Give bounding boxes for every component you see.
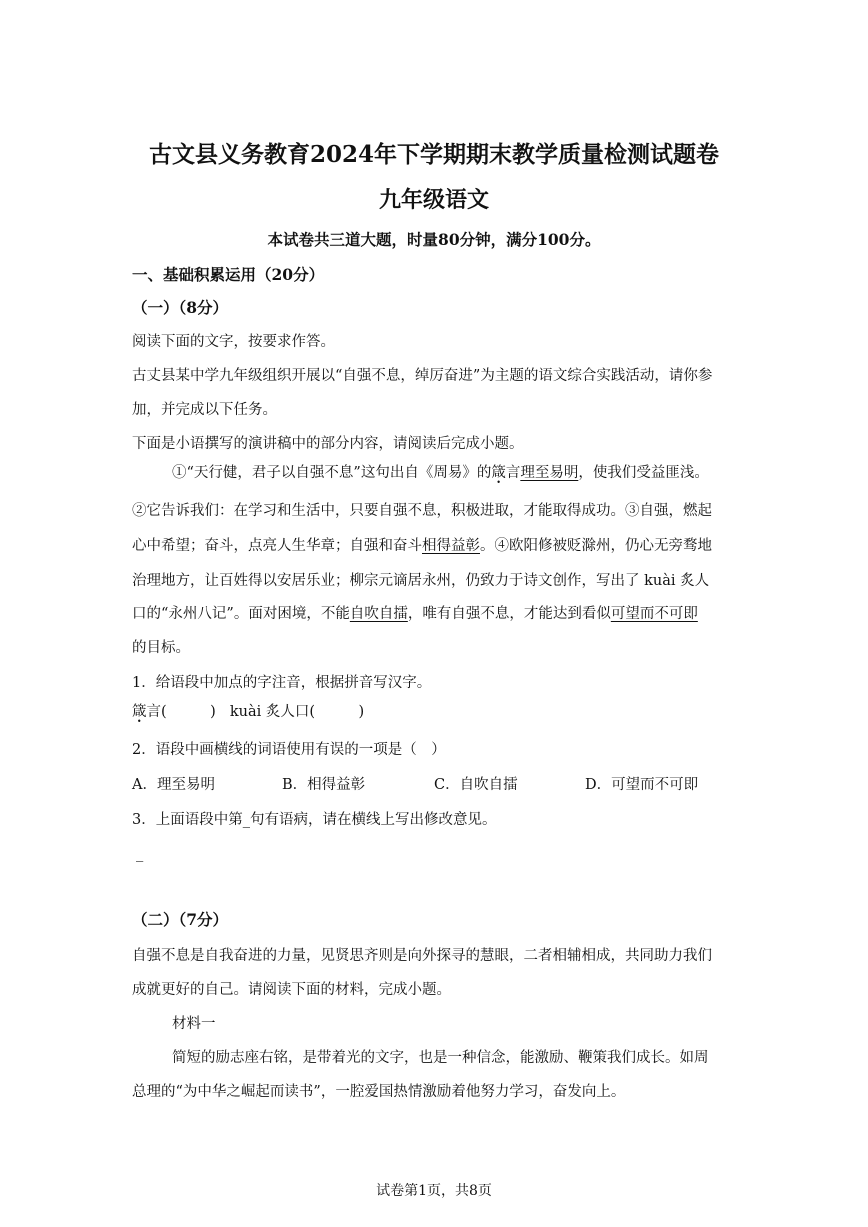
passage-line3 — [132, 534, 712, 555]
part1-intro-line2: 加，并完成以下任务。 — [132, 402, 277, 418]
part1-intro-line1: 古丈县某中学九年级组织开展以“自强不息，绰厉奋进”为主题的语文综合实践活动，请你参 — [132, 368, 713, 384]
passage-text: ①“天行健，君子以自强不息”这句出自《周易》的 — [172, 465, 492, 481]
option-b[interactable]: B．相得益彰 — [282, 777, 366, 793]
passage-line5 — [132, 602, 698, 623]
dotted-char: 箴 — [132, 704, 147, 720]
part1-intro-line3: 下面是小语撰写的演讲稿中的部分内容，请阅读后完成小题。 — [132, 436, 524, 452]
part2-intro-line1: 自强不息是自我奋进的力量，见贤思齐则是向外探寻的慧眼，二者相辅相成，共同助力我们 — [132, 948, 712, 964]
underlined-term: 相得益彰 — [422, 538, 480, 554]
passage-line6: 的目标。 — [132, 640, 190, 656]
option-a[interactable]: A．理至易明 — [132, 777, 215, 793]
material-line2: 总理的“为中华之崛起而读书”，一腔爱国热情激励着他努力学习，奋发向上。 — [132, 1084, 626, 1100]
question-1: 1．给语段中加点的字注音，根据拼音写汉字。 — [132, 675, 432, 691]
exam-subtitle: 九年级语文 — [378, 187, 489, 213]
part2-intro-line2: 成就更好的自己。请阅读下面的材料，完成小题。 — [132, 982, 451, 998]
passage-text: ，唯有自强不息，才能达到看似 — [407, 606, 611, 622]
part1-instruction: 阅读下面的文字，按要求作答。 — [132, 334, 335, 350]
material-line1: 简短的励志座右铭，是带着光的文字，也是一种信念，能激励、鞭策我们成长。如周 — [172, 1050, 709, 1066]
question-1-blanks — [132, 700, 364, 721]
dotted-char: 箴 — [491, 465, 506, 481]
passage-line2: ②它告诉我们：在学习和生活中，只要自强不息，积极进取，才能取得成功。③自强，燃起 — [132, 503, 712, 519]
page-footer: 试卷第1页，共8页 — [376, 1183, 492, 1199]
underlined-term: 自吹自擂 — [349, 606, 408, 622]
part1-heading: （一）（8分） — [132, 298, 229, 317]
exam-title: 古文县义务教育2024年下学期期末教学质量检测试题卷 — [148, 141, 719, 168]
underlined-term: 理至易明 — [520, 465, 579, 481]
question-3: 3．上面语段中第_句有语病，请在横线上写出修改意见。 — [132, 812, 497, 828]
material-label: 材料一 — [172, 1016, 216, 1032]
passage-line1 — [172, 461, 709, 482]
answer-line[interactable]: _ — [136, 846, 144, 862]
passage-text: 言 — [505, 465, 521, 481]
option-d[interactable]: D．可望而不可即 — [585, 777, 699, 793]
underlined-term: 可望而不可即 — [610, 606, 698, 622]
question-2: 2．语段中画横线的词语使用有误的一项是（ ） — [132, 742, 446, 758]
answer-blank[interactable]: kuài 炙人口( ) — [229, 704, 365, 720]
part2-heading: （二）（7分） — [132, 910, 229, 929]
passage-line4: 治理地方，让百姓得以安居乐业；柳宗元谪居永州，仍致力于诗文创作，写出了 kuài 炙人 — [132, 573, 710, 589]
option-c[interactable]: C．自吹自擂 — [434, 777, 518, 793]
answer-blank[interactable]: 言( ) — [146, 704, 216, 720]
passage-text: 。④欧阳修被贬滁州，仍心无旁骛地 — [480, 538, 712, 554]
passage-text: 心中希望；奋斗，点亮人生华章；自强和奋斗 — [132, 538, 422, 554]
passage-text: ，使我们受益匪浅。 — [578, 465, 709, 481]
passage-text: 口的“永州八记”。面对困境，不能 — [132, 606, 350, 622]
section-heading: 一、基础积累运用（20分） — [132, 265, 325, 284]
exam-note: 本试卷共三道大题，时量80分钟，满分100分。 — [267, 230, 601, 249]
